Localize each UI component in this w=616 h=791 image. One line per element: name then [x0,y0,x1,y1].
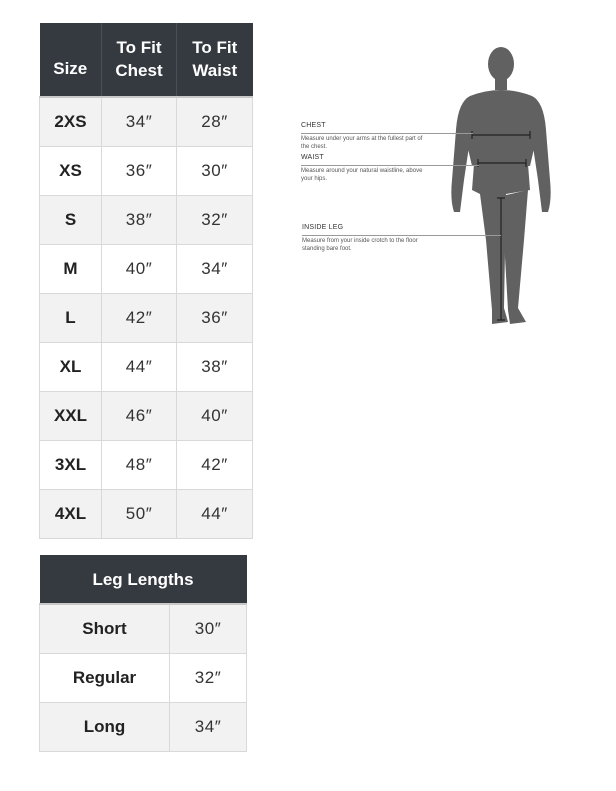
waist-cell: 32″ [177,196,253,245]
size-cell: XXL [40,392,102,441]
chest-cell: 46″ [102,392,177,441]
leg-lengths-table [39,555,247,752]
size-header-label: Size [53,59,88,78]
size-cell: 4XL [40,490,102,539]
size-cell: M [40,245,102,294]
leg-length-value: 34″ [170,703,247,752]
size-cell: 3XL [40,441,102,490]
table-row [40,294,253,343]
waist-guide-line [301,165,479,166]
size-cell: S [40,196,102,245]
waist-cell: 30″ [177,147,253,196]
chest-column-header [102,23,177,97]
size-cell: XS [40,147,102,196]
chest-cell: 44″ [102,343,177,392]
waist-header-line2: Waist [192,61,238,80]
measurement-guide [296,40,596,340]
waist-guide-desc: Measure around your natural waistline, above your hips. [301,168,423,182]
table-row [40,245,253,294]
waist-cell: 44″ [177,490,253,539]
chest-guide-title: CHEST [301,122,326,129]
waist-cell: 34″ [177,245,253,294]
leg-length-label: Long [40,703,170,752]
table-row [40,147,253,196]
size-chart-table [39,23,253,539]
chest-cell: 38″ [102,196,177,245]
table-row [40,490,253,539]
inside-leg-guide-line [302,235,501,236]
chest-cell: 36″ [102,147,177,196]
table-row [40,604,247,654]
table-row [40,97,253,147]
chest-header-line2: Chest [115,61,163,80]
chest-cell: 40″ [102,245,177,294]
waist-cell: 38″ [177,343,253,392]
leg-lengths-header-row [40,555,247,604]
body-silhouette-icon [446,40,556,332]
waist-guide-title: WAIST [301,154,324,161]
waist-column-header [177,23,253,97]
leg-length-label: Regular [40,654,170,703]
table-row [40,703,247,752]
size-cell: XL [40,343,102,392]
chest-guide-line [301,133,473,134]
leg-length-label: Short [40,604,170,654]
table-row [40,343,253,392]
waist-cell: 40″ [177,392,253,441]
size-column-header [40,23,102,97]
chest-cell: 48″ [102,441,177,490]
table-row [40,392,253,441]
table-row [40,196,253,245]
chest-cell: 34″ [102,97,177,147]
size-chart-header-row [40,23,253,97]
waist-cell: 28″ [177,97,253,147]
inside-leg-guide-title: INSIDE LEG [302,224,344,231]
table-row [40,441,253,490]
table-row [40,654,247,703]
leg-length-value: 30″ [170,604,247,654]
chest-guide-desc: Measure under your arms at the fullest part of the chest. [301,136,423,150]
leg-lengths-title: Leg Lengths [40,555,247,604]
chest-header-line1: To Fit [116,38,162,57]
chest-cell: 42″ [102,294,177,343]
waist-cell: 36″ [177,294,253,343]
waist-cell: 42″ [177,441,253,490]
waist-header-line1: To Fit [192,38,238,57]
inside-leg-guide-desc: Measure from your inside crotch to the floor standing bare foot. [302,238,418,252]
size-cell: 2XS [40,97,102,147]
chest-cell: 50″ [102,490,177,539]
size-cell: L [40,294,102,343]
leg-length-value: 32″ [170,654,247,703]
